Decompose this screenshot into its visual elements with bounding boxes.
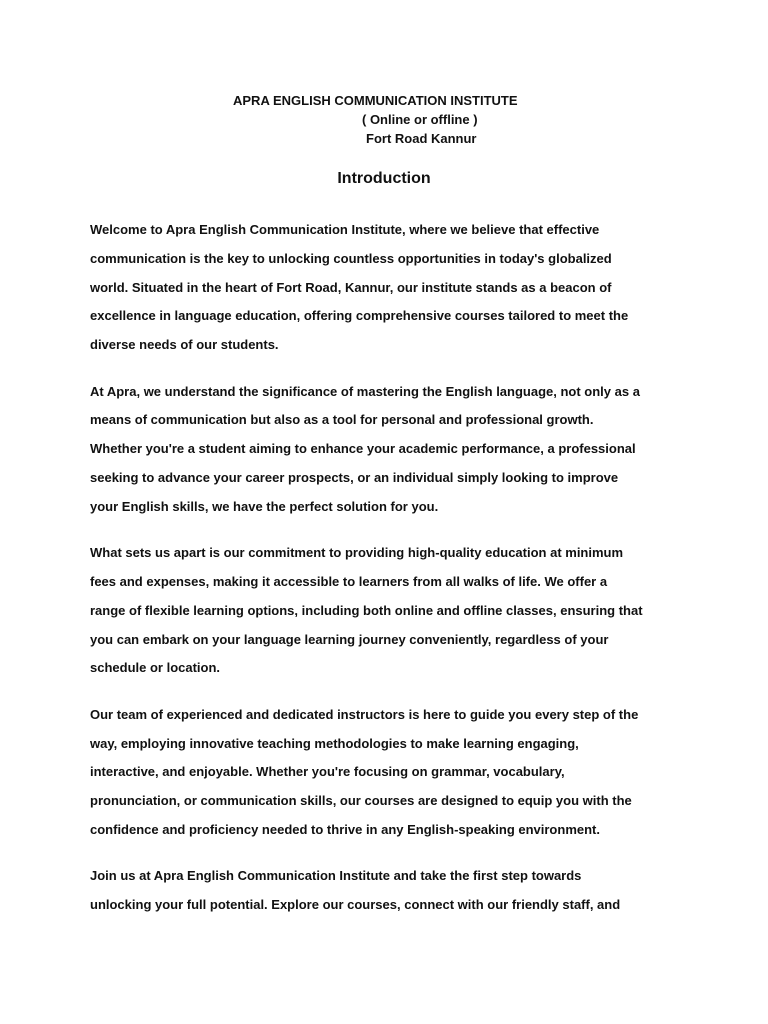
paragraph <box>90 216 690 360</box>
paragraph-line: Our team of experienced and dedicated instructors is here to guide you every step of the <box>90 706 639 722</box>
class-mode: ( Online or offline ) <box>362 112 478 127</box>
paragraph-line: Join us at Apra English Communication Institute and take the first step towards <box>90 868 582 884</box>
paragraph-line: world. Situated in the heart of Fort Road, Kannur, our institute stands as a beacon of <box>90 279 612 295</box>
paragraph-line: you can embark on your language learning journey conveniently, regardless of your <box>90 631 609 647</box>
institute-name: APRA ENGLISH COMMUNICATION INSTITUTE <box>233 93 518 108</box>
paragraph-line: seeking to advance your career prospects, or an individual simply looking to improve <box>90 469 619 485</box>
institute-location: Fort Road Kannur <box>366 131 477 146</box>
paragraph-line: What sets us apart is our commitment to providing high-quality education at minimum <box>90 545 624 561</box>
paragraph-line: schedule or location. <box>90 660 221 676</box>
paragraph <box>90 862 690 920</box>
paragraph-line: diverse needs of our students. <box>90 337 279 353</box>
paragraph <box>90 701 690 845</box>
section-heading-text: Introduction <box>337 170 431 187</box>
paragraph-line: excellence in language education, offering comprehensive courses tailored to meet the <box>90 308 629 324</box>
paragraph-line: unlocking your full potential. Explore our courses, connect with our friendly staff, and <box>90 897 621 913</box>
body-text <box>90 216 690 938</box>
paragraph <box>90 539 690 683</box>
paragraph-line: confidence and proficiency needed to thrive in any English-speaking environment. <box>90 821 600 837</box>
paragraph-line: your English skills, we have the perfect solution for you. <box>90 498 439 514</box>
paragraph <box>90 378 690 522</box>
paragraph-line: interactive, and enjoyable. Whether you're focusing on grammar, vocabulary, <box>90 764 565 780</box>
paragraph-line: fees and expenses, making it accessible to learners from all walks of life. We offer a <box>90 573 608 589</box>
section-heading <box>0 169 768 189</box>
paragraph-line: At Apra, we understand the significance of mastering the English language, not only as a <box>90 383 640 399</box>
paragraph-line: Welcome to Apra English Communication Institute, where we believe that effective <box>90 222 600 237</box>
paragraph-line: range of flexible learning options, including both online and offline classes, ensuring that <box>90 602 643 618</box>
paragraph-line: Whether you're a student aiming to enhance your academic performance, a professional <box>90 441 636 457</box>
paragraph-line: way, employing innovative teaching methodologies to make learning engaging, <box>90 735 579 751</box>
paragraph-line: means of communication but also as a tool for personal and professional growth. <box>90 412 594 428</box>
paragraph-line: pronunciation, or communication skills, our courses are designed to equip you with the <box>90 793 632 809</box>
paragraph-line: communication is the key to unlocking countless opportunities in today's globalized <box>90 250 612 266</box>
